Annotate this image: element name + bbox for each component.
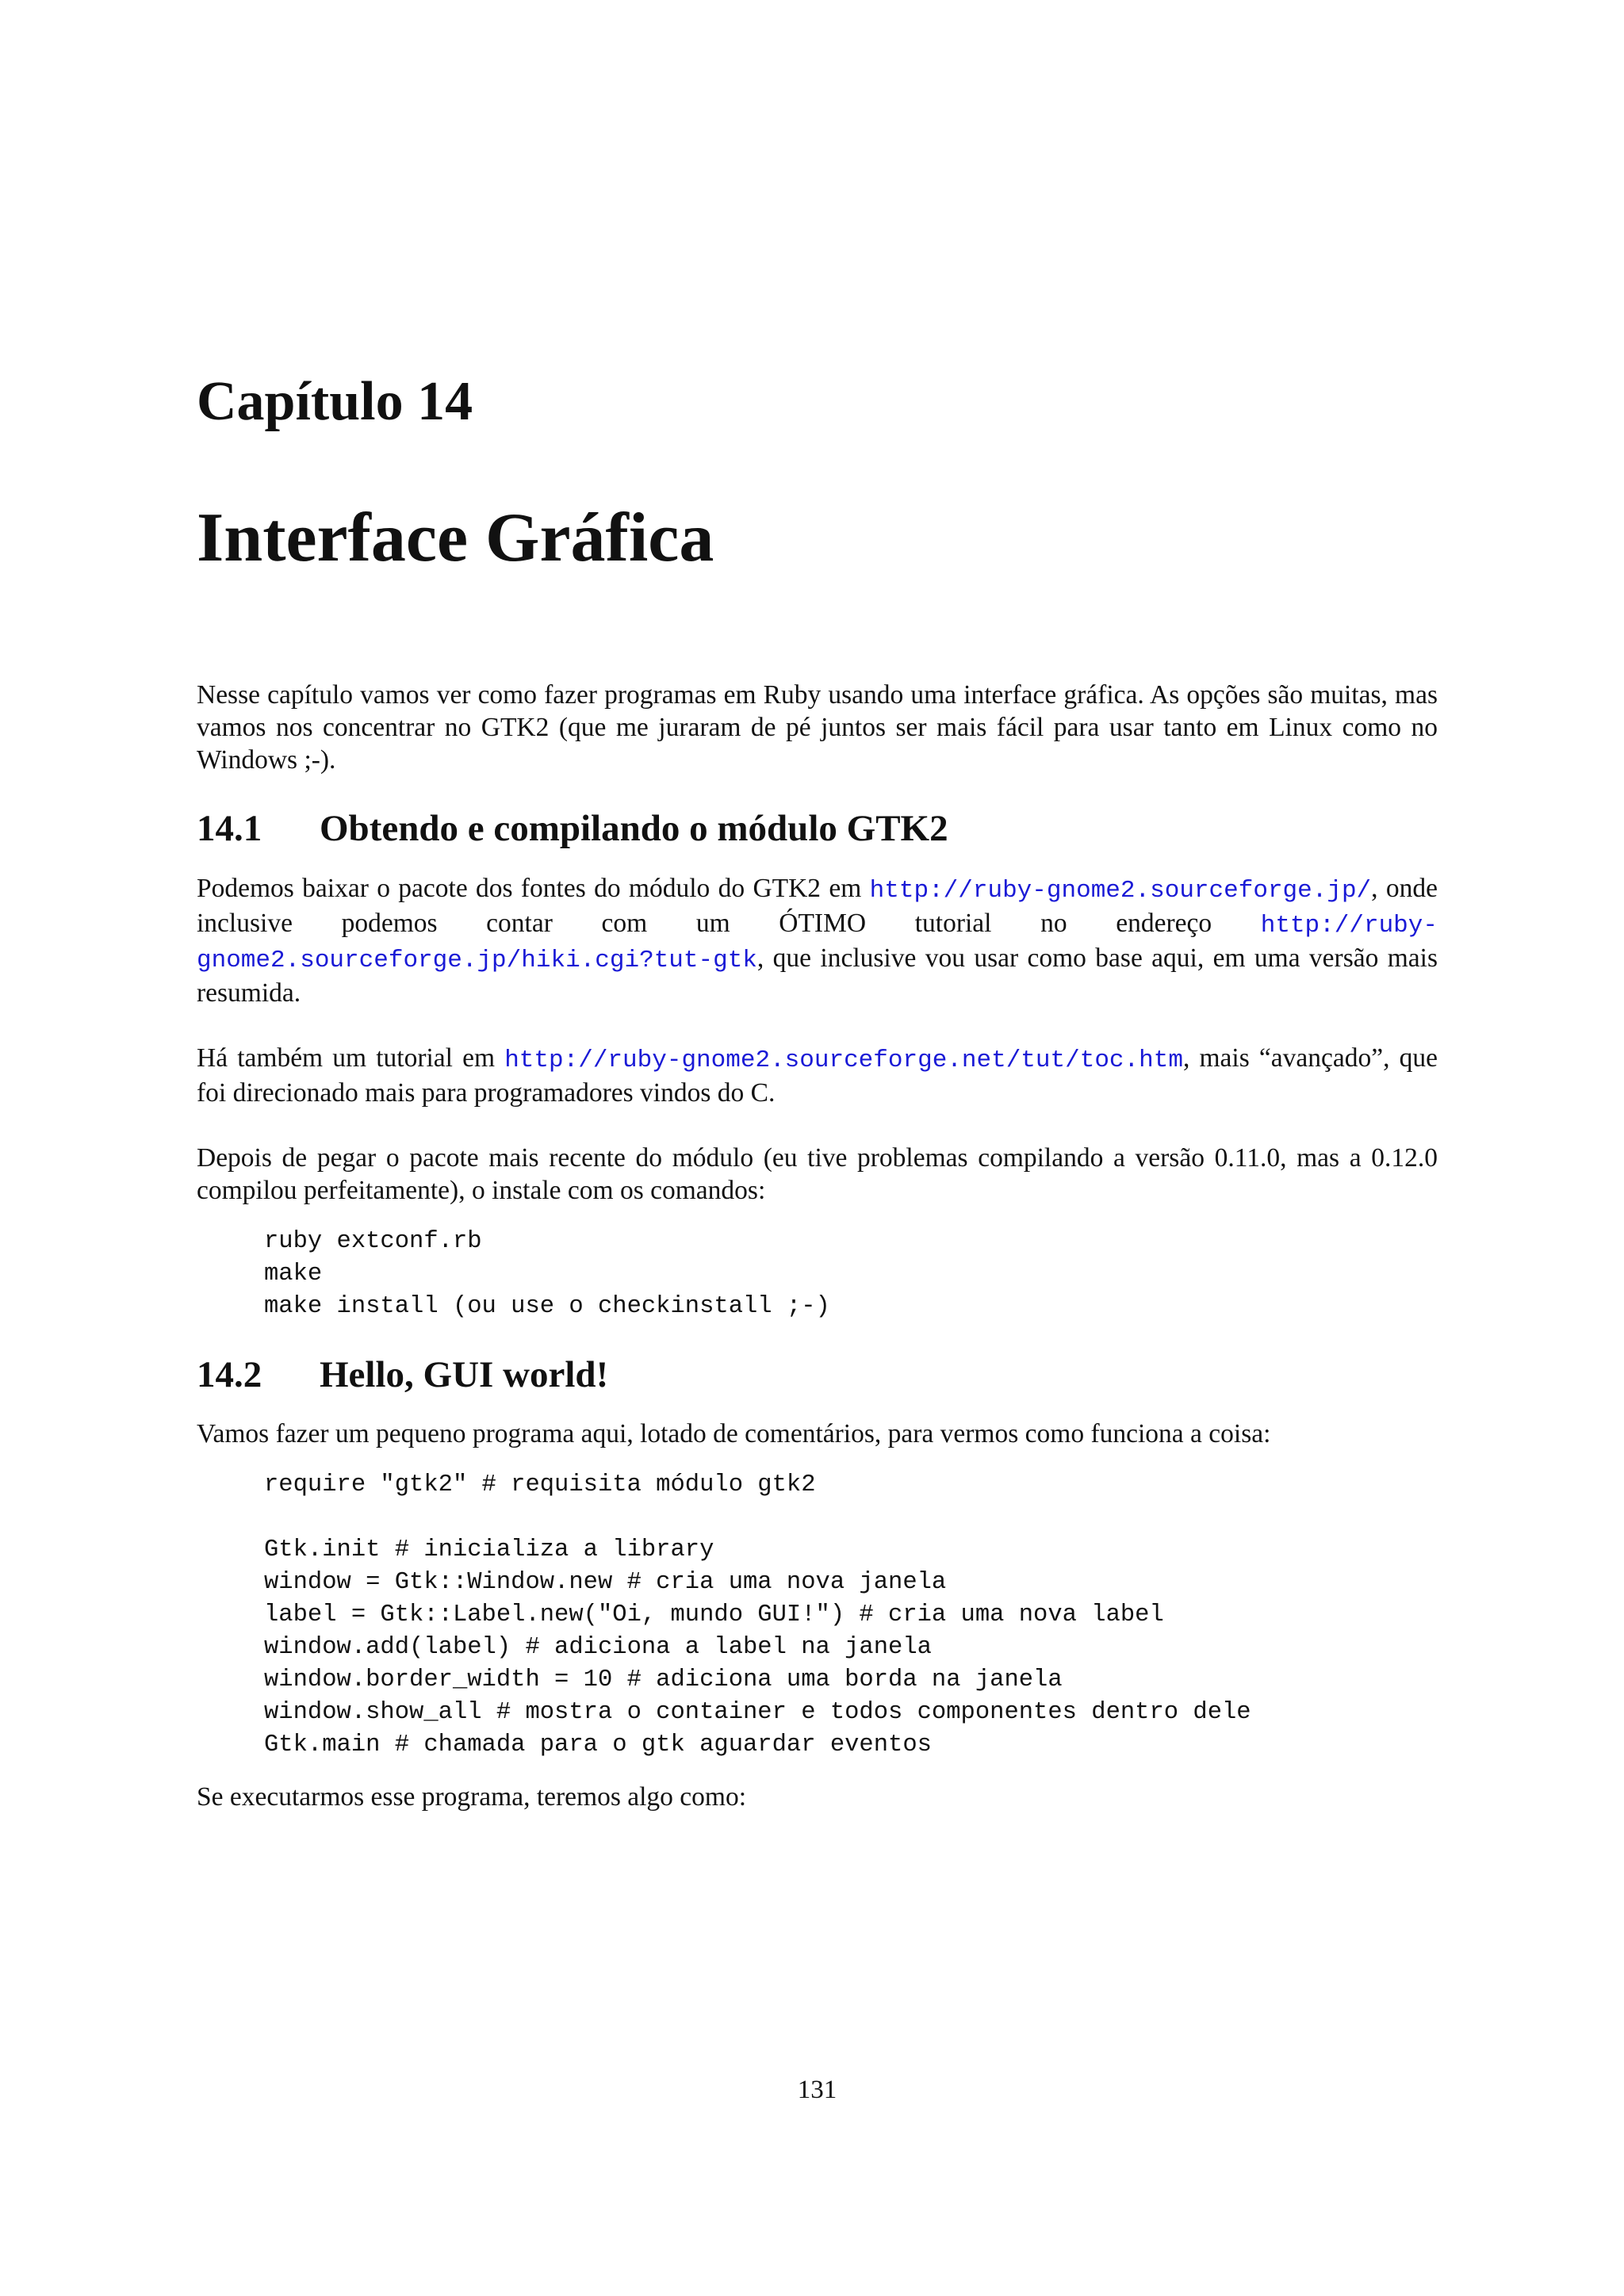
section-title: Hello, GUI world! [320,1353,609,1395]
code-line: window.show_all # mostra o container e todos componentes dentro dele [264,1699,1251,1727]
section-heading-14-1 [197,809,1438,850]
code-line: Gtk.init # inicializa a library [264,1536,714,1564]
code-line: ruby extconf.rb [264,1227,482,1255]
code-line: make [264,1260,323,1288]
tutorial-link[interactable]: http://ruby-gnome2.sourceforge.jp/hiki.cgi?tut-gtk [197,911,1438,974]
hello-gui-code-block [264,1469,1438,1762]
download-paragraph [197,872,1438,1009]
text-fragment: Podemos baixar o pacote dos fontes do módulo do GTK2 em [197,873,870,903]
code-line: Gtk.main # chamada para o gtk aguardar eventos [264,1732,932,1759]
code-line [264,1502,1438,1534]
code-line: label = Gtk::Label.new("Oi, mundo GUI!") # cria uma nova label [264,1601,1164,1629]
program-intro-paragraph: Vamos fazer um pequeno programa aqui, lotado de comentários, para vermos como funciona a coisa: [197,1419,1271,1449]
section-number: 14.2 [197,1353,262,1395]
ruby-gnome2-link[interactable]: http://ruby-gnome2.sourceforge.jp/ [869,876,1372,905]
tutorial-paragraph [197,1042,1438,1109]
result-paragraph: Se executarmos esse programa, teremos algo como: [197,1782,747,1812]
page-number: 131 [797,2076,837,2104]
chapter-label: Capítulo 14 [197,371,473,432]
chapter-title: Interface Gráfica [197,499,714,576]
install-code-block [264,1226,1438,1323]
code-line: require "gtk2" # requisita módulo gtk2 [264,1471,816,1499]
chapter-body [197,679,1438,1846]
document-page [197,0,1438,2296]
code-line: window.border_width = 10 # adiciona uma borda na janela [264,1667,1063,1694]
code-line: window.add(label) # adiciona a label na janela [264,1634,932,1662]
text-fragment: , mais “avançado”, que foi direcionado mais para programadores vindos do C. [197,1043,1438,1108]
text-fragment: , onde inclusive podemos contar com um ÓTIMO tutorial no endereço [197,873,1438,938]
section-number: 14.1 [197,808,262,849]
section-heading-14-2 [197,1355,1438,1396]
intro-paragraph: Nesse capítulo vamos ver como fazer programas em Ruby usando uma interface gráfica. As opções são muitas, mas vamos nos concentrar no GTK2 (que me juraram de pé juntos ser mais fácil para usar tanto em Linux como no Windows ;-). [197,680,1438,775]
code-line: make install (ou use o checkinstall ;-) [264,1292,830,1320]
code-line: window = Gtk::Window.new # cria uma nova janela [264,1569,947,1597]
section-title: Obtendo e compilando o módulo GTK2 [320,808,948,849]
text-fragment: , que inclusive vou usar como base aqui, em uma versão mais resumida. [197,943,1438,1008]
install-paragraph: Depois de pegar o pacote mais recente do módulo (eu tive problemas compilando a versão 0.11.0, mas a 0.12.0 compilou perfeitamente), o instale com os comandos: [197,1142,1438,1205]
text-fragment: Há também um tutorial em [197,1043,505,1073]
advanced-tutorial-link[interactable]: http://ruby-gnome2.sourceforge.net/tut/toc.htm [504,1046,1183,1074]
